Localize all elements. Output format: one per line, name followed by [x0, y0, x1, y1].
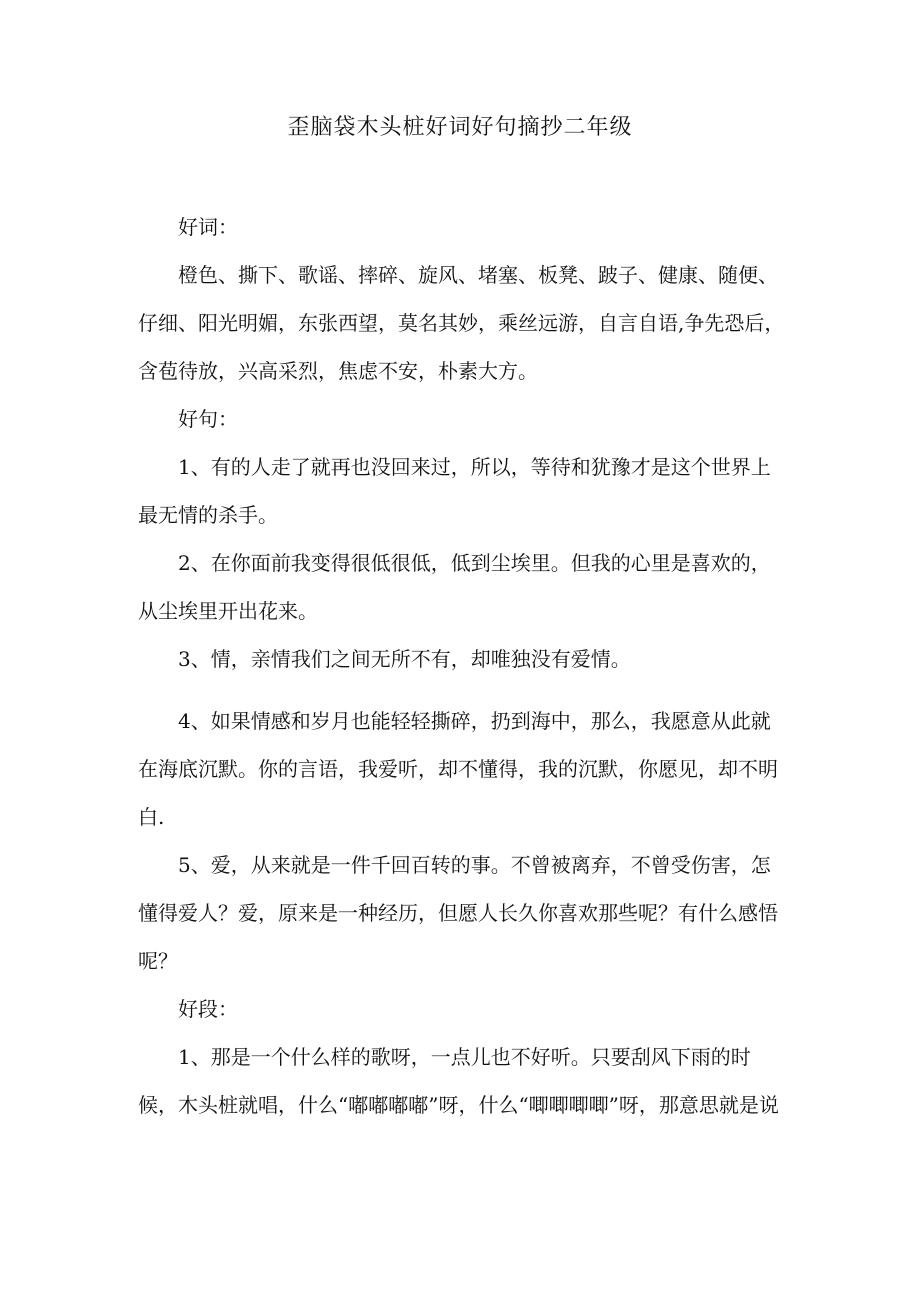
section-heading-good-words: 好词：	[178, 215, 238, 239]
good-sentence-1: 1、有的人走了就再也没回来过，所以，等待和犹豫才是这个世界上最无情的杀手。	[138, 455, 771, 527]
good-sentence-3: 3、情，亲情我们之间无所不有，却唯独没有爱情。	[178, 647, 631, 671]
good-sentence-4: 4、如果情感和岁月也能轻轻撕碎，扔到海中，那么，我愿意从此就在海底沉默。你的言语，我爱听，却不懂得，我的沉默，你愿见，却不明白.	[138, 709, 778, 829]
document-title: 歪脑袋木头桩好词好句摘抄二年级	[287, 115, 633, 140]
good-sentence-5: 5、爱，从来就是一件千回百转的事。不曾被离弃，不曾受伤害，怎懂得爱人？爱，原来是一种经历，但愿人长久你喜欢那些呢？有什么感悟呢？	[138, 853, 778, 973]
document-body	[138, 203, 788, 1129]
good-sentence-2: 2、在你面前我变得很低很低，低到尘埃里。但我的心里是喜欢的，从尘埃里开出花来。	[138, 551, 771, 623]
good-words-paragraph: 橙色、撕下、歌谣、摔碎、旋风、堵塞、板凳、跛子、健康、随便、仔细、阳光明媚，东张西望，莫名其妙，乘丝远游，自言自语,争先恐后，含苞待放，兴高采烈，焦虑不安，朴素大方。	[138, 263, 785, 383]
section-heading-good-paragraphs: 好段：	[178, 997, 238, 1021]
section-heading-good-sentences: 好句：	[178, 407, 238, 431]
good-paragraph-1: 1、那是一个什么样的歌呀，一点儿也不好听。只要刮风下雨的时候，木头桩就唱，什么“嘟嘟嘟嘟”呀，什么“唧唧唧唧”呀，那意思就是说	[138, 1045, 779, 1117]
